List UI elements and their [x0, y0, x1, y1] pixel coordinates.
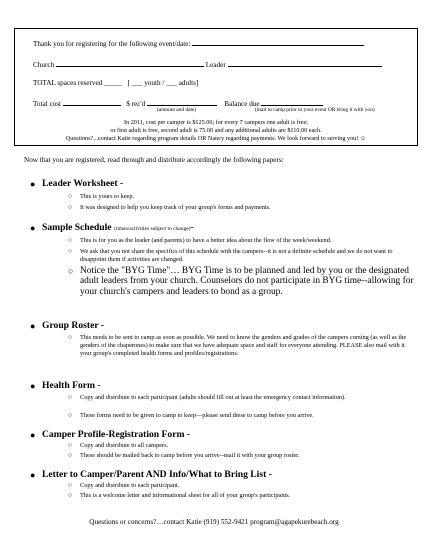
circle-bullet-icon: ○	[68, 394, 72, 401]
circle-bullet-icon: ○	[68, 266, 74, 276]
list-item: ○ It was designed to help you keep track of your group's forms and payments.	[68, 204, 271, 211]
circle-bullet-icon: ○	[68, 492, 72, 499]
list-item: ○ Copy and distribute to each participant (adults should fill out at least the emergency contact information).	[68, 394, 346, 401]
amount-date-note: (amount and date)	[157, 107, 197, 113]
list-item: ○ Copy and distribute to all campers.	[68, 442, 169, 449]
bullet-icon: ●	[30, 381, 36, 391]
circle-bullet-icon: ○	[68, 442, 72, 449]
circle-bullet-icon: ○	[68, 237, 72, 244]
section-title-health-form: Health Form -	[42, 380, 101, 391]
section-title-sample-schedule: Sample Schedule (times/activities subject to change)-	[42, 222, 194, 233]
cost-line: Total cost $ rec'd Balance due	[33, 98, 323, 108]
balance-note: (mail to camp prior to your event OR bring it with you)	[255, 107, 375, 113]
circle-bullet-icon: ○	[68, 204, 72, 211]
circle-bullet-icon: ○	[68, 334, 72, 341]
bullet-icon: ●	[30, 179, 36, 189]
pricing-line-2: or first adult is free, second adult is 75.00 and any additional adults are $110.00 each.	[110, 127, 322, 134]
intro-text: Now that you are registered, read through and distribute accordingly the following papers:	[24, 156, 284, 164]
church-leader-line: Church Leader	[33, 59, 382, 69]
section-title-camper-profile: Camper Profile-Registration Form -	[42, 429, 191, 440]
list-item: ○ Copy and distribute to each participant.	[68, 482, 180, 489]
circle-bullet-icon: ○	[68, 482, 72, 489]
bullet-icon: ●	[30, 223, 36, 233]
list-item: ○ We ask that you not share the specifics of this schedule with the campers--it is not a definite schedule and we do not want to disappoint them if activities are changed.	[68, 248, 393, 264]
bullet-icon: ●	[30, 321, 36, 331]
event-date-line: Thank you for registering for the following event/date:	[33, 38, 364, 48]
circle-bullet-icon: ○	[68, 452, 72, 459]
spaces-line: TOTAL spaces reserved _____ [ ___ youth / ___ adults]	[33, 79, 199, 87]
bullet-icon: ●	[30, 470, 36, 480]
list-item: ○ This needs to be sent to camp as soon as possible. We need to know the genders and grades of the campers coming (as well as the genders of the chaperones) to make sure that we have adequate space and staff for everyone attending. PLEASE also mail with it your group's completed health forms and profiles/registrations.	[68, 334, 407, 358]
section-title-group-roster: Group Roster -	[42, 320, 105, 331]
footer-contact: Questions or concerns?…contact Katie (919) 552-9421 program@agapekurebeach.org	[89, 518, 339, 526]
section-title-letter: Letter to Camper/Parent AND Info/What to Bring List -	[42, 469, 272, 480]
pricing-line-3: Questions?...contact Katie regarding program details OR Nancy regarding payments. We look forward to serving you! ☺	[65, 135, 367, 142]
list-item: ○ This is yours to keep.	[68, 193, 135, 200]
list-item: ○ These should be mailed back to camp before you arrive--mail it with your group roster.	[68, 452, 300, 459]
list-item: ○ This is a welcome letter and informational sheet for all of your group's participants.	[68, 492, 291, 499]
registration-box	[14, 28, 418, 146]
circle-bullet-icon: ○	[68, 248, 72, 255]
list-item: ○ These forms need to be given to camp to keep—please send these to camp before you arrive.	[68, 412, 314, 419]
pricing-line-1: In 2011, cost per camper is $125.00; for every 7 campers one adult is free;	[124, 119, 308, 126]
bullet-icon: ●	[30, 430, 36, 440]
list-item: ○ This is for you as the leader (and parents) to have a better idea about the flow of the week/weekend.	[68, 237, 332, 244]
circle-bullet-icon: ○	[68, 412, 72, 419]
section-title-leader-worksheet: Leader Worksheet -	[42, 178, 124, 189]
list-item-byg-time: ○ Notice the "BYG Time"… BYG Time is to be planned and led by you or the designated adult leaders from your church. Counselors do not participate in BYG time--allowing for your church's campers and leaders to bond as a group.	[68, 266, 414, 297]
circle-bullet-icon: ○	[68, 193, 72, 200]
